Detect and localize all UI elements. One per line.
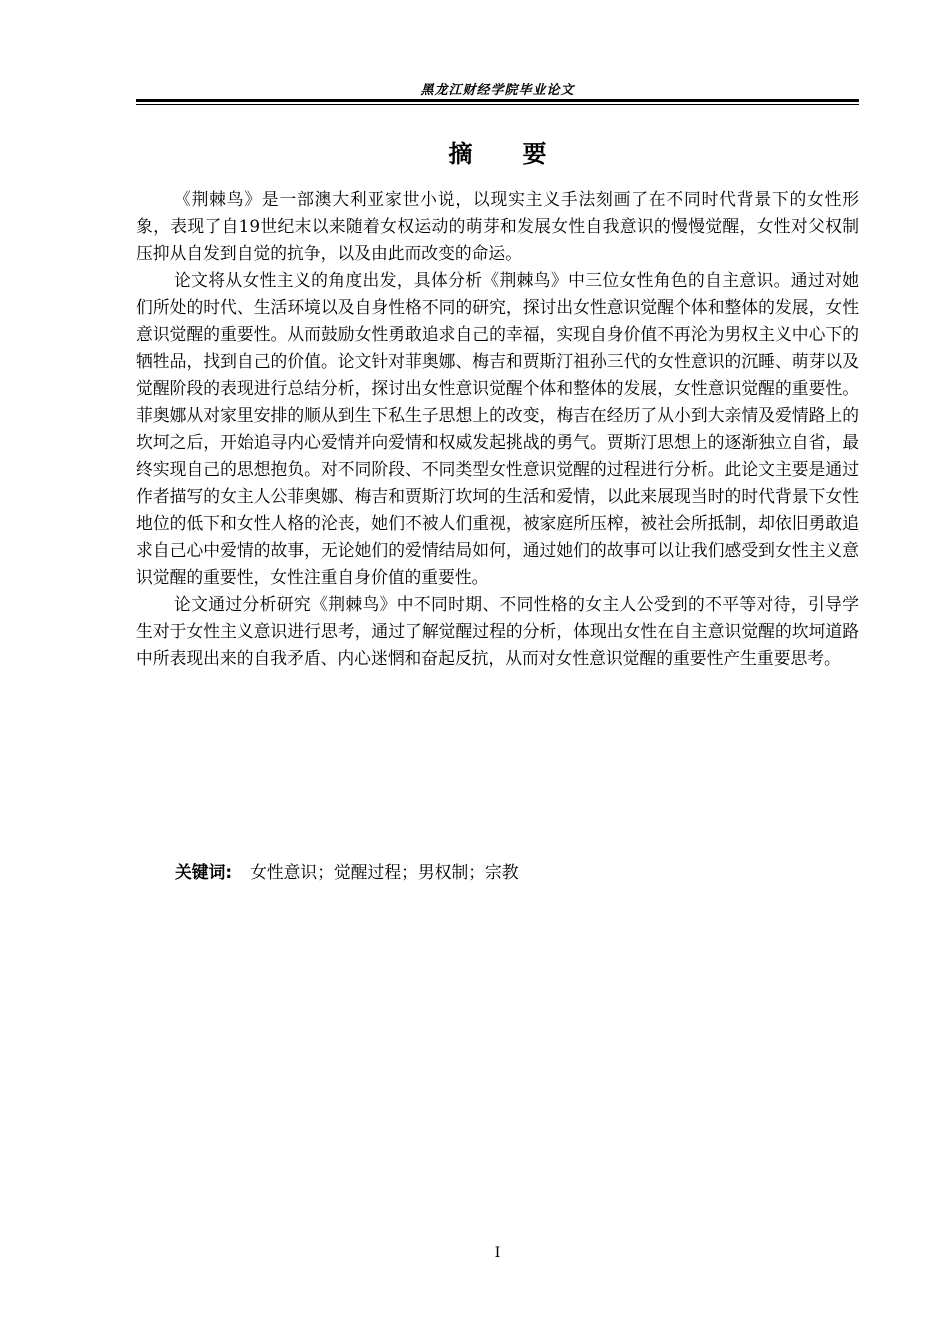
abstract-paragraph-2: 论文将从女性主义的角度出发，具体分析《荆棘鸟》中三位女性角色的自主意识。通过对她们所处的时代、生活环境以及自身性格不同的研究，探讨出女性意识觉醒个体和整体的发展，女性意识觉醒的重要性。从而鼓励女性勇敢追求自己的幸福，实现自身价值不再沦为男权主义中心下的牺牲品，找到自己的价值。论文针对菲奥娜、梅吉和贾斯汀祖孙三代的女性意识的沉睡、萌芽以及觉醒阶段的表现进行总结分析，探讨出女性意识觉醒个体和整体的发展，女性意识觉醒的重要性。菲奥娜从对家里安排的顺从到生下私生子思想上的改变，梅吉在经历了从小到大亲情及爱情路上的坎坷之后，开始追寻内心爱情并向爱情和权威发起挑战的勇气。贾斯汀思想上的逐渐独立自省，最终实现自己的思想抱负。对不同阶段、不同类型女性意识觉醒的过程进行分析。此论文主要是通过作者描写的女主人公菲奥娜、梅吉和贾斯汀坎坷的生活和爱情，以此来展现当时的时代背景下女性地位的低下和女性人格的沦丧，她们不被人们重视，被家庭所压榨，被社会所抵制，却依旧勇敢追求自己心中爱情的故事，无论她们的爱情结局如何，通过她们的故事可以让我们感受到女性主义意识觉醒的重要性，女性注重自身价值的重要性。: [136, 270, 859, 587]
abstract-paragraph-1: 《荆棘鸟》是一部澳大利亚家世小说，以现实主义手法刻画了在不同时代背景下的女性形象，表现了自19世纪末以来随着女权运动的萌芽和发展女性自我意识的慢慢觉醒，女性对父权制压抑从自发到自觉的抗争，以及由此而改变的命运。: [136, 189, 859, 263]
page-title: 摘要: [448, 140, 597, 168]
page-number: I: [494, 1245, 501, 1261]
abstract-body: [136, 186, 859, 672]
keywords-label: 关键词:: [175, 862, 233, 882]
header-rule-thin: [136, 104, 859, 105]
header-rule-thick: [136, 99, 859, 102]
keywords-value: 女性意识；觉醒过程；男权制；宗教: [250, 862, 519, 882]
running-header: 黑龙江财经学院毕业论文: [420, 83, 575, 98]
abstract-paragraph-3: 论文通过分析研究《荆棘鸟》中不同时期、不同性格的女主人公受到的不平等对待，引导学生对于女性主义意识进行思考，通过了解觉醒过程的分析，体现出女性在自主意识觉醒的坎坷道路中所表现出来的自我矛盾、内心迷惘和奋起反抗，从而对女性意识觉醒的重要性产生重要思考。: [136, 594, 859, 668]
keywords-line: [175, 859, 519, 886]
